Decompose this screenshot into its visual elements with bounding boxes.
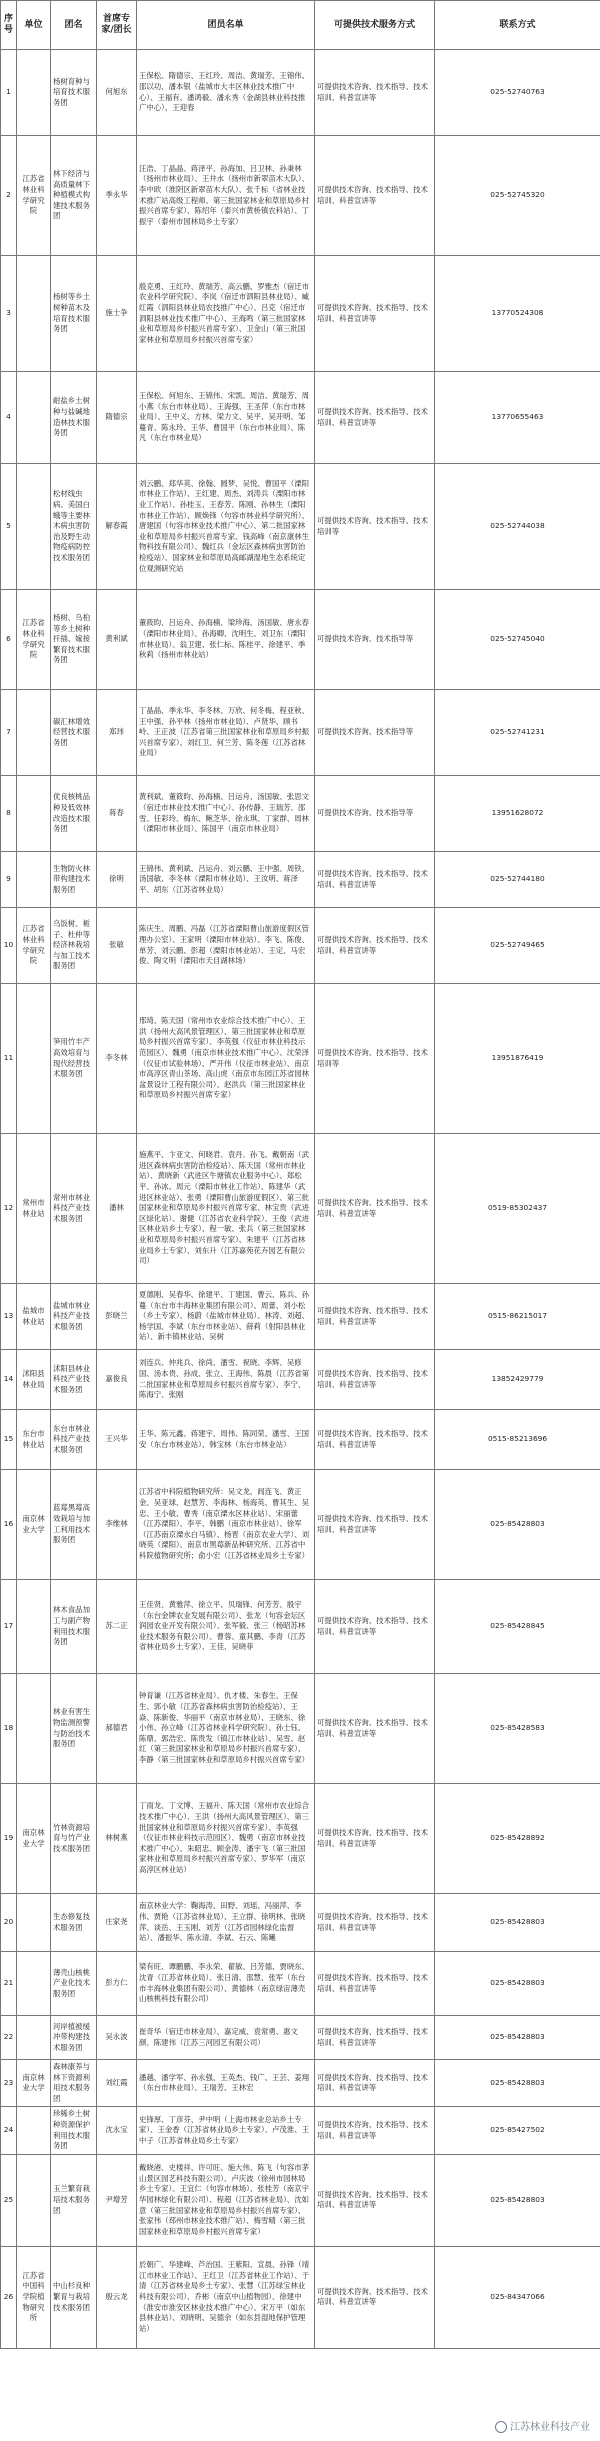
member-list: 丁雨龙、丁文博、王福升、陈天国（常州市农业综合技术推广中心）、王洪（扬州大高风景管理区）、第三批国家林业和草原局乡村振兴首席专家）、李英强（仪征市林业科技示范园区）、魏勇（南京市林业技术推广中心）、朱昭忠、顾金涛、潘宇飞（第三批国家林业和草原局乡村振兴首席专家）、罗华军（南京高淳区林业站） bbox=[137, 1784, 315, 1894]
contact-phone: 0515-85213696 bbox=[435, 1410, 600, 1470]
unit-cell: 南京林业大学 bbox=[17, 1470, 51, 1580]
contact-phone: 025-85427502 bbox=[435, 2107, 600, 2154]
unit-cell bbox=[17, 1894, 51, 1952]
team-name: 林业有害生物监测预警与防治技术服务团 bbox=[51, 1674, 97, 1784]
unit-cell bbox=[17, 2016, 51, 2060]
team-leader: 黄利斌 bbox=[97, 590, 137, 690]
unit-cell bbox=[17, 464, 51, 590]
unit-cell bbox=[17, 984, 51, 1134]
member-list: 刘连兵、仲兆兵、徐尚、潘雪、祝晓、李辉、吴修国、汤本贵、孙成、张立、王海伟、陈晨（江苏省第二批国家林业和草原局乡村振兴首席专家）、李宁、陈海宁、张刚 bbox=[137, 1350, 315, 1410]
team-leader: 吴永波 bbox=[97, 2016, 137, 2060]
table-row bbox=[1, 2107, 600, 2154]
service-methods: 可提供技术咨询、技术指导、技术培训、科普宣讲等 bbox=[315, 1952, 435, 2016]
team-leader: 王兴华 bbox=[97, 1410, 137, 1470]
row-number: 10 bbox=[1, 908, 17, 984]
team-leader: 施士争 bbox=[97, 256, 137, 372]
team-name: 林木食品加工与副产物利用技术服务团 bbox=[51, 1580, 97, 1674]
unit-cell: 江苏省林业科学研究院 bbox=[17, 908, 51, 984]
row-number: 19 bbox=[1, 1784, 17, 1894]
contact-phone: 025-85428803 bbox=[435, 2016, 600, 2060]
table-row bbox=[1, 1894, 600, 1952]
service-methods: 可提供技术咨询、技术指导、技术培训、科普宣讲等 bbox=[315, 2154, 435, 2246]
service-methods: 可提供技术咨询、技术指导、技术培训、科普宣讲等 bbox=[315, 372, 435, 464]
member-list: 於朝广、华建峰、芦治国、王紫阳、宣晨、孙锋（靖江市林业工作站）、王红卫（江苏省林业工作站）、于清（江苏省林业局乡土专家）、张慧（江苏绿宝林业科技有限公司）、乔彬（南京中山植物园）、徐建中（淮安市淮安区林业技术推广中心）、宋万平（如东县林业站）、刘晓明、吴德余（如东县湿地保护管理站） bbox=[137, 2246, 315, 2348]
team-leader: 郑玮 bbox=[97, 690, 137, 776]
team-leader: 嘉俊良 bbox=[97, 1350, 137, 1410]
service-methods: 可提供技术咨询、技术指导、技术培训、科普宣讲等 bbox=[315, 1784, 435, 1894]
row-number: 18 bbox=[1, 1674, 17, 1784]
member-list: 汪浩、丁晶晶、蒋泽平、孙海加、吕卫林、孙秉林（扬州市林业局）、王井水（扬州市新翠苗木大队）、李中欧（淮阴区新翠苗木大队）、张千标（省林业技术推广站高级工程师、第三批国家林业和草原局乡村振兴首席专家）、陈绍年（泰兴市黄桥镇农科站）、丁振宇（泰州市园林局乡土专家） bbox=[137, 136, 315, 256]
unit-cell: 沭阳县林业局 bbox=[17, 1350, 51, 1410]
team-leader: 季永华 bbox=[97, 136, 137, 256]
row-number: 12 bbox=[1, 1134, 17, 1284]
team-leader: 殷云龙 bbox=[97, 2246, 137, 2348]
member-list: 戴晓港、史楼祥、许可旺、施大伟、陈飞（句容市茅山景区园艺科技有限公司）、卢庆波（徐州市园林局乡土专家）、王宜仁（句容市林场）、张桂芳（南京宇华园林绿化有限公司）、程超（江苏省林业局）、沈如意（第三批国家林业和草原局乡村振兴首席专家）、张家伟（邳州市林业技术推广站）、梅雪晴（第三批国家林业和草原局乡村振兴首席专家） bbox=[137, 2154, 315, 2246]
unit-cell bbox=[17, 256, 51, 372]
row-number: 16 bbox=[1, 1470, 17, 1580]
service-methods: 可提供技术咨询、技术指导、技术培训、科普宣讲等 bbox=[315, 908, 435, 984]
service-methods: 可提供技术咨询、技术指导、技术培训等 bbox=[315, 464, 435, 590]
row-number: 4 bbox=[1, 372, 17, 464]
team-name: 杨树育种与培育技术服务团 bbox=[51, 50, 97, 136]
header-services: 可提供技术服务方式 bbox=[315, 1, 435, 50]
row-number: 1 bbox=[1, 50, 17, 136]
unit-cell bbox=[17, 2154, 51, 2246]
contact-phone: 025-85428892 bbox=[435, 1784, 600, 1894]
contact-phone: 13951628072 bbox=[435, 776, 600, 852]
service-methods: 可提供技术咨询、技术指导、技术培训、科普宣讲等 bbox=[315, 1674, 435, 1784]
table-row bbox=[1, 1784, 600, 1894]
contact-phone: 0519-85302437 bbox=[435, 1134, 600, 1284]
row-number: 26 bbox=[1, 2246, 17, 2348]
table-row bbox=[1, 256, 600, 372]
unit-cell bbox=[17, 1580, 51, 1674]
team-name: 河岸植被缓冲带构建技术服务团 bbox=[51, 2016, 97, 2060]
contact-phone: 025-85428583 bbox=[435, 1674, 600, 1784]
team-name: 蓝莓黑莓高效栽培与加工利用技术服务团 bbox=[51, 1470, 97, 1580]
table-row bbox=[1, 372, 600, 464]
service-methods: 可提供技术咨询、技术指导、技术培训、科普宣讲等 bbox=[315, 1894, 435, 1952]
service-methods: 可提供技术咨询、技术指导等 bbox=[315, 590, 435, 690]
member-list: 刘云鹏、郑华英、徐翰、圆梦、吴悦、曹国平（溧阳市林业工作站）、王红建、周杰、刘涛兵（溧阳市林业工作站）、孙桂玉、王春芳、陈刚、孙林生（溧阳市林业工作站）、顾焕锋（句容市林业科学研究所）、唐建国（句容市林业技术推广中心）、第二批国家林业和草原局乡村振兴首席专家、钱高峰（南京康林生物科技有限公司）、魏红兵（金坛区森林病虫害防治检疫站）、国家林业和草原局高邮湖湿地生态系统定位观测研究站 bbox=[137, 464, 315, 590]
table-row bbox=[1, 50, 600, 136]
team-leader: 徐明 bbox=[97, 852, 137, 908]
contact-phone: 025-84347066 bbox=[435, 2246, 600, 2348]
table-row bbox=[1, 1284, 600, 1350]
table-row bbox=[1, 2154, 600, 2246]
team-name: 碳汇林增效经营技术服务团 bbox=[51, 690, 97, 776]
unit-cell bbox=[17, 372, 51, 464]
table-row bbox=[1, 1952, 600, 2016]
service-methods: 可提供技术咨询、技术指导、技术培训、科普宣讲等 bbox=[315, 136, 435, 256]
row-number: 17 bbox=[1, 1580, 17, 1674]
contact-phone: 13852429779 bbox=[435, 1350, 600, 1410]
table-row bbox=[1, 984, 600, 1134]
member-list: 王锦伟、黄利斌、吕运舟、刘云鹏、王中强、周铁、汤国敏、李冬林（溧阳市林业局）、王汝明、蒋泽平、胡东（江苏省林业局） bbox=[137, 852, 315, 908]
team-name: 玉兰繁育栽培技术服务团 bbox=[51, 2154, 97, 2246]
unit-cell bbox=[17, 1674, 51, 1784]
team-leader: 庄家尧 bbox=[97, 1894, 137, 1952]
header-team: 团名 bbox=[51, 1, 97, 50]
contact-phone: 13951876419 bbox=[435, 984, 600, 1134]
member-list: 董筱昀、吕运舟、孙海楠、梁珍海、汤国敏、唐永春（溧阳市林业局）、孙海卿、沈明生、刘卫东（溧阳市林业局）、翁卫建、张仁标、陈桂平、徐建平、季秋莉（扬州市林业站） bbox=[137, 590, 315, 690]
member-list: 史锋厚、丁彦芬、尹中明（上海市林业总站乡土专家）、王金香（江苏省林业局乡土专家）、卢茂淮、王中子（江苏省林业局乡土专家） bbox=[137, 2107, 315, 2154]
member-list: 王佳贤、黄雅萍、徐立平、贝瑞锋、何芳芳、殷宇（东台金牌农业发展有限公司）、张龙（句容金坛区润园农业开发有限公司）、张军毅、张三（杨昭苏林业技术服务有限公司）、曹蓉、童其鹏、李青（江苏省林业局乡土专家）、王佳、吴晓菲 bbox=[137, 1580, 315, 1674]
member-list: 邢琦、陈天国（常州市农业综合技术推广中心）、王洪（扬州大高风景管理区）、第三批国家林业和草原局乡村振兴首席专家）、李英强（仪征市林业科技示范园区）、魏勇（南京市林业技术推广中心）、沈荣泽（仪征市试验林场）、严开伟（仪征市林业站）、南京市高淳区青山茶场、高山虎（南京市东园江苏省园林盆景设计工程有限公司）、赵洪兵（第三批国家林业和草原局乡村振兴首席专家） bbox=[137, 984, 315, 1134]
member-list: 江苏省中科院植物研究所：吴文龙、闾连飞、黄正金、吴亚球、赵慧芳、李海林、杨海英、曹其生、吴忠、王小敏、曹秀（南京溧水区林业站）、宋丽蕾（江苏溧阳）、李平、韩鹏（南京市林业站）、徐军（江苏南京溧水白马镇）、杨晋（南京农业大学）、刘晓英（溧阳）、南京市黑莓新品种研究所、江苏省中科院植物研究所；俞小宏（江苏省林业局乡土专家） bbox=[137, 1470, 315, 1580]
service-methods: 可提供技术咨询、技术指导、技术培训、科普宣讲等 bbox=[315, 50, 435, 136]
team-name: 耐盐乡土树种与盐碱地造林技术服务团 bbox=[51, 372, 97, 464]
header-no: 序号 bbox=[1, 1, 17, 50]
team-leader: 何旭东 bbox=[97, 50, 137, 136]
table-row bbox=[1, 1134, 600, 1284]
contact-phone: 025-52745320 bbox=[435, 136, 600, 256]
unit-cell: 东台市林业站 bbox=[17, 1410, 51, 1470]
team-leader: 彭晓兰 bbox=[97, 1284, 137, 1350]
contact-phone: 025-52740763 bbox=[435, 50, 600, 136]
row-number: 6 bbox=[1, 590, 17, 690]
team-leader: 苏二正 bbox=[97, 1580, 137, 1674]
contact-phone: 0515-86215017 bbox=[435, 1284, 600, 1350]
contact-phone: 025-52744038 bbox=[435, 464, 600, 590]
table-row bbox=[1, 2016, 600, 2060]
header-contact: 联系方式 bbox=[435, 1, 600, 50]
unit-cell: 江苏省林业科学研究院 bbox=[17, 590, 51, 690]
row-number: 15 bbox=[1, 1410, 17, 1470]
member-list: 丁晶晶、季永华、李冬林、万欣、何冬梅、程亚秋、王中强、孙平林（扬州市林业局）、卢贤华、顾书岭、王正波（江苏省第三批国家林业和草原局乡村振兴首席专家）、刘红卫、何兰芳、陈冬莲（江苏省林业局） bbox=[137, 690, 315, 776]
unit-cell: 常州市林业站 bbox=[17, 1134, 51, 1284]
row-number: 7 bbox=[1, 690, 17, 776]
unit-cell: 江苏省林业科学研究院 bbox=[17, 136, 51, 256]
team-leader: 李冬林 bbox=[97, 984, 137, 1134]
table-row bbox=[1, 1350, 600, 1410]
contact-phone: 025-85428803 bbox=[435, 1952, 600, 2016]
contact-phone: 025-85428803 bbox=[435, 2060, 600, 2107]
unit-cell: 盐城市林业站 bbox=[17, 1284, 51, 1350]
row-number: 9 bbox=[1, 852, 17, 908]
team-name: 常州市林业科技产业技术服务团 bbox=[51, 1134, 97, 1284]
team-leader: 蒋春 bbox=[97, 776, 137, 852]
service-methods: 可提供技术咨询、技术指导、技术培训、科普宣讲等 bbox=[315, 2016, 435, 2060]
header-row bbox=[1, 1, 600, 50]
team-name: 优良核桃品种及低效林改造技术服务团 bbox=[51, 776, 97, 852]
header-members: 团员名单 bbox=[137, 1, 315, 50]
member-list: 潘越、潘学军、孙永强、王英杰、钱广、王芸、姜翔（东台市林业局）、王瑞芳、王林宏 bbox=[137, 2060, 315, 2107]
team-leader: 李维林 bbox=[97, 1470, 137, 1580]
member-list: 南京林业大学：鞠海涛、田野、刘瑶、冯丽萍、李伟、贾艳（江苏省林业局）、王立群、徐明林、张晓萍、谈岳、王玉刚、刘芳（江苏省园林绿化监督站）、潘振华、陈永清、李斌、石云、陈曦 bbox=[137, 1894, 315, 1952]
service-methods: 可提供技术咨询、技术指导、技术培训、科普宣讲等 bbox=[315, 2246, 435, 2348]
member-list: 施燕平、卞亚文、何晓君、袁丹、孙飞、戴朝南（武进区森林病虫害防治检疫站）、陈天国（常州市林业站）、黄晓新（武进区牛塘镇农业服务中心）、郑松平、孙冰、周元（溧阳市林业工作站）、陈建华（武进区林业站）、张勇（溧阳曹山旅游度假区）、第三批国家林业和草原局乡村振兴首席专家、林宝贵（武进区绿化站）、谢健（江苏省农业科学院）、王俊（武进区林业站乡土专家）、程一敏、张兵（第三批国家林业和草原局乡村振兴首席专家）、朱建平（江苏省林业局乡土专家）、刘东升（江苏嘉苑花卉园艺有限公司） bbox=[137, 1134, 315, 1284]
team-leader: 林树燕 bbox=[97, 1784, 137, 1894]
contact-phone: 025-85428803 bbox=[435, 2154, 600, 2246]
member-list: 陈庆生、周鹏、冯磊（江苏省溧阳曹山旅游度假区管理办公室）、王家明（溧阳市林业站）、李飞、陈俊、单芳、刘云鹏、彭超（溧阳市林业站）、王定、马宏俊、陶文明（溧阳市天目湖林场） bbox=[137, 908, 315, 984]
team-name: 东台市林业科技产业技术服务团 bbox=[51, 1410, 97, 1470]
table-row bbox=[1, 1674, 600, 1784]
team-name: 竹林资源培育与竹产业技术服务团 bbox=[51, 1784, 97, 1894]
unit-cell: 江苏省中国科学院植物研究所 bbox=[17, 2246, 51, 2348]
team-leader: 潘林 bbox=[97, 1134, 137, 1284]
member-list: 夏德刚、吴春华、徐建平、丁建国、曹云、陈兵、孙蔓（东台市丰海林业集团有限公司）、周蕾、刘小松（乡土专家）、杨蔚（盐城市林业局）、林涛、刘超、杨学国、李斌（东台市林业站）、薛莉（射阳县林业站）、新丰镇林业站、吴树 bbox=[137, 1284, 315, 1350]
team-name: 杨树等乡土树种苗木及培育技术服务团 bbox=[51, 256, 97, 372]
team-name: 珍稀乡土树种资源保护利用技术服务团 bbox=[51, 2107, 97, 2154]
service-methods: 可提供技术咨询、技术指导、技术培训、科普宣讲等 bbox=[315, 1470, 435, 1580]
row-number: 24 bbox=[1, 2107, 17, 2154]
unit-cell bbox=[17, 1952, 51, 2016]
unit-cell bbox=[17, 2107, 51, 2154]
team-name: 生物防火林带构建技术服务团 bbox=[51, 852, 97, 908]
team-name: 沭阳县林业科技产业技术服务团 bbox=[51, 1350, 97, 1410]
table-row bbox=[1, 1580, 600, 1674]
service-methods: 可提供技术咨询、技术指导、技术培训、科普宣讲等 bbox=[315, 1134, 435, 1284]
unit-cell bbox=[17, 50, 51, 136]
contact-phone: 025-52749465 bbox=[435, 908, 600, 984]
contact-phone: 025-52745040 bbox=[435, 590, 600, 690]
team-name: 松材线虫病、美国白蛾等主要林木病虫害防治及野生动物疫病防控技术服务团 bbox=[51, 464, 97, 590]
team-leader: 郝德君 bbox=[97, 1674, 137, 1784]
row-number: 22 bbox=[1, 2016, 17, 2060]
member-list: 殷克勇、王红玲、黄瑞芳、高云鹏、罗雅杰（宿迁市农业科学研究院）、李岚（宿迁市泗阳县林业局）、臧红霞（泗阳县林业局农技推广中心）、吕克（宿迁市泗阳县林业技术推广中心）、王海鸣（第三批国家林业和草原局乡村振兴首席专家）、卫金山（第三批国家林业和草原局乡村振兴首席专家） bbox=[137, 256, 315, 372]
contact-phone: 025-52744180 bbox=[435, 852, 600, 908]
table-row bbox=[1, 464, 600, 590]
contact-phone: 025-85428803 bbox=[435, 1894, 600, 1952]
row-number: 21 bbox=[1, 1952, 17, 2016]
wechat-icon bbox=[495, 2421, 507, 2433]
service-methods: 可提供技术咨询、技术指导、技术培训、科普宣讲等 bbox=[315, 1410, 435, 1470]
table-row bbox=[1, 2060, 600, 2107]
service-methods: 可提供技术咨询、技术指导、技术培训等 bbox=[315, 984, 435, 1134]
member-list: 王保松、何旭东、王锦伟、宋凯、周洁、黄瑞芳、周小燕（东台市林业局）、王海强、王圣萍（东台市林业局）、王中义、方林、梁力文、吴平、吴开明、邹蔓青、陈永玲、王华、曹国平（东台市林业局）、陈凡（东台市林业局） bbox=[137, 372, 315, 464]
team-leader: 隋德宗 bbox=[97, 372, 137, 464]
service-methods: 可提供技术咨询、技术指导等 bbox=[315, 776, 435, 852]
team-leader: 彭方仁 bbox=[97, 1952, 137, 2016]
team-name: 林下经济与高质量林下种植模式构建技术服务团 bbox=[51, 136, 97, 256]
service-methods: 可提供技术咨询、技术指导、技术培训、科普宣讲等 bbox=[315, 1580, 435, 1674]
unit-cell bbox=[17, 852, 51, 908]
contact-phone: 13770655463 bbox=[435, 372, 600, 464]
contact-phone: 13770524308 bbox=[435, 256, 600, 372]
member-list: 王保松、隋德宗、王红玲、周洁、黄瑞芳、王锦伟、邵以功、潘本银（盐城市大丰区林业技术推广中心）、王福有、潘鸿毅、潘永秀（金湖县林业科技推广中心）、王迎春 bbox=[137, 50, 315, 136]
service-methods: 可提供技术咨询、技术指导、技术培训、科普宣讲等 bbox=[315, 256, 435, 372]
service-methods: 可提供技术咨询、技术指导等 bbox=[315, 690, 435, 776]
service-methods: 可提供技术咨询、技术指导、技术培训、科普宣讲等 bbox=[315, 1350, 435, 1410]
unit-cell bbox=[17, 690, 51, 776]
header-leader: 首席专家/团长 bbox=[97, 1, 137, 50]
team-name: 盐城市林业科技产业技术服务团 bbox=[51, 1284, 97, 1350]
unit-cell: 南京林业大学 bbox=[17, 1784, 51, 1894]
row-number: 25 bbox=[1, 2154, 17, 2246]
member-list: 钟育谦（江苏省林业局）、仇才楼、朱春生、王保生、郭小敏（江苏省森林病虫害防治检疫站）、王焱、陈新俊、华丽平（南京市林业局）、王晓东、徐小伟、孙立峰（江苏省林业科学研究院）、孙士钰、陈鼎、郭浩宏、陈贵发（镇江市林业站）、吴雪、赵红（第三批国家林业和草原局乡村振兴首席专家）、李静（第三批国家林业和草原局乡村振兴首席专家） bbox=[137, 1674, 315, 1784]
table-row bbox=[1, 2246, 600, 2348]
member-list: 王华、陈元鑫、蒋建宇、周伟、陈同荣、潘雪、王国安（东台市林业站）、韩宝林（东台市林业站） bbox=[137, 1410, 315, 1470]
row-number: 23 bbox=[1, 2060, 17, 2107]
service-methods: 可提供技术咨询、技术指导、技术培训、科普宣讲等 bbox=[315, 2060, 435, 2107]
team-leader: 沈永宝 bbox=[97, 2107, 137, 2154]
row-number: 14 bbox=[1, 1350, 17, 1410]
service-methods: 可提供技术咨询、技术指导、技术培训、科普宣讲等 bbox=[315, 2107, 435, 2154]
team-leader: 张敏 bbox=[97, 908, 137, 984]
row-number: 13 bbox=[1, 1284, 17, 1350]
team-leader: 解春霞 bbox=[97, 464, 137, 590]
watermark bbox=[495, 2418, 590, 2433]
watermark-text: 江苏林业科技产业 bbox=[510, 2422, 590, 2433]
row-number: 11 bbox=[1, 984, 17, 1134]
contact-phone: 025-85428845 bbox=[435, 1580, 600, 1674]
unit-cell bbox=[17, 776, 51, 852]
table-row bbox=[1, 1470, 600, 1580]
service-methods: 可提供技术咨询、技术指导、技术培训、科普宣讲等 bbox=[315, 852, 435, 908]
row-number: 2 bbox=[1, 136, 17, 256]
team-name: 薄壳山核桃产业化技术服务团 bbox=[51, 1952, 97, 2016]
row-number: 3 bbox=[1, 256, 17, 372]
table-row bbox=[1, 590, 600, 690]
team-name: 中山杉良种繁育与栽培技术服务团 bbox=[51, 2246, 97, 2348]
header-unit: 单位 bbox=[17, 1, 51, 50]
team-name: 杨树、乌桕等乡土树种扦插、嫁接繁育技术服务团 bbox=[51, 590, 97, 690]
contact-phone: 025-52741231 bbox=[435, 690, 600, 776]
table-row bbox=[1, 690, 600, 776]
table-row bbox=[1, 136, 600, 256]
service-methods: 可提供技术咨询、技术指导、技术培训、科普宣讲等 bbox=[315, 1284, 435, 1350]
unit-cell: 南京林业大学 bbox=[17, 2060, 51, 2107]
team-name: 森林康养与林下资源利用技术服务团 bbox=[51, 2060, 97, 2107]
row-number: 20 bbox=[1, 1894, 17, 1952]
member-list: 黄利斌、董筱昀、孙海楠、吕运舟、汤国敏、张思文（宿迁市林业技术推广中心）、孙传静、王瑞芳、邵雪、任彩玲、梅东、鲍芝华、徐永琪、丁家群、周林（溧阳市林业局）、陈国平（南京市林业局） bbox=[137, 776, 315, 852]
team-name: 笋用竹丰产高效培育与现代经营技术服务团 bbox=[51, 984, 97, 1134]
team-leader: 尹增芳 bbox=[97, 2154, 137, 2246]
member-list: 崔奇华（宿迁市林业局）、嘉定威、袁常勇、惠文颜、陈建伟（江苏三河园艺有限公司） bbox=[137, 2016, 315, 2060]
row-number: 8 bbox=[1, 776, 17, 852]
member-list: 梁有旺、谭鹏鹏、李永荣、翟敏、吕芳德、贾晓东、沈青（江苏省林业局）、张日清、邵慧、张军（东台市丰海林业集团有限公司）、黄德林（南京绿宙薄壳山核桃科技有限公司） bbox=[137, 1952, 315, 2016]
table-row bbox=[1, 776, 600, 852]
team-name: 乌饭树、栀子、杜仲等经济林栽培与加工技术服务团 bbox=[51, 908, 97, 984]
table-row bbox=[1, 1410, 600, 1470]
row-number: 5 bbox=[1, 464, 17, 590]
team-name: 生态修复技术服务团 bbox=[51, 1894, 97, 1952]
team-leader: 刘红霞 bbox=[97, 2060, 137, 2107]
table-row bbox=[1, 852, 600, 908]
table-row bbox=[1, 908, 600, 984]
contact-phone: 025-85428803 bbox=[435, 1470, 600, 1580]
